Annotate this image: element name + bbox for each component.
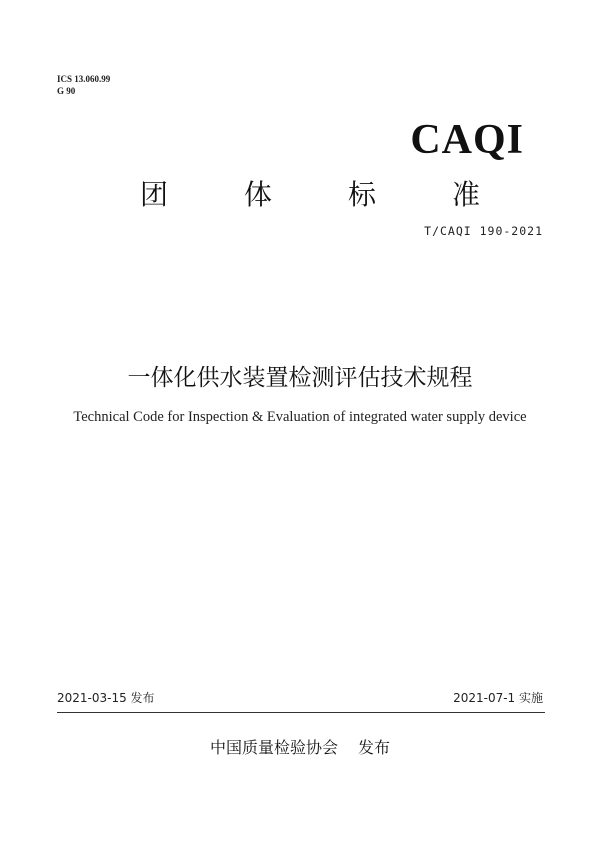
divider-line [57, 712, 545, 713]
document-title-chinese: 一体化供水装置检测评估技术规程 [127, 365, 473, 391]
document-title-english: Technical Code for Inspection & Evaluation of integrated water supply device [73, 409, 527, 425]
category-char: 准 [451, 178, 480, 211]
organization-logo: CAQI [410, 117, 524, 163]
date-row [57, 690, 543, 706]
classification-codes [57, 73, 110, 97]
publisher-name: 中国质量检验协会 [209, 738, 338, 757]
release-date: 2021-03-15 发布 [57, 691, 155, 705]
standard-category [140, 178, 480, 212]
ccs-code: G 90 [57, 86, 76, 96]
standard-number: T/CAQI 190-2021 [424, 224, 543, 238]
category-char: 团 [140, 178, 169, 211]
ics-code: ICS 13.060.99 [57, 74, 111, 84]
publisher-action: 发布 [358, 738, 391, 757]
publisher-line [0, 737, 600, 759]
category-char: 标 [347, 178, 376, 211]
implementation-date: 2021-07-1 实施 [453, 691, 543, 705]
category-char: 体 [243, 178, 272, 211]
